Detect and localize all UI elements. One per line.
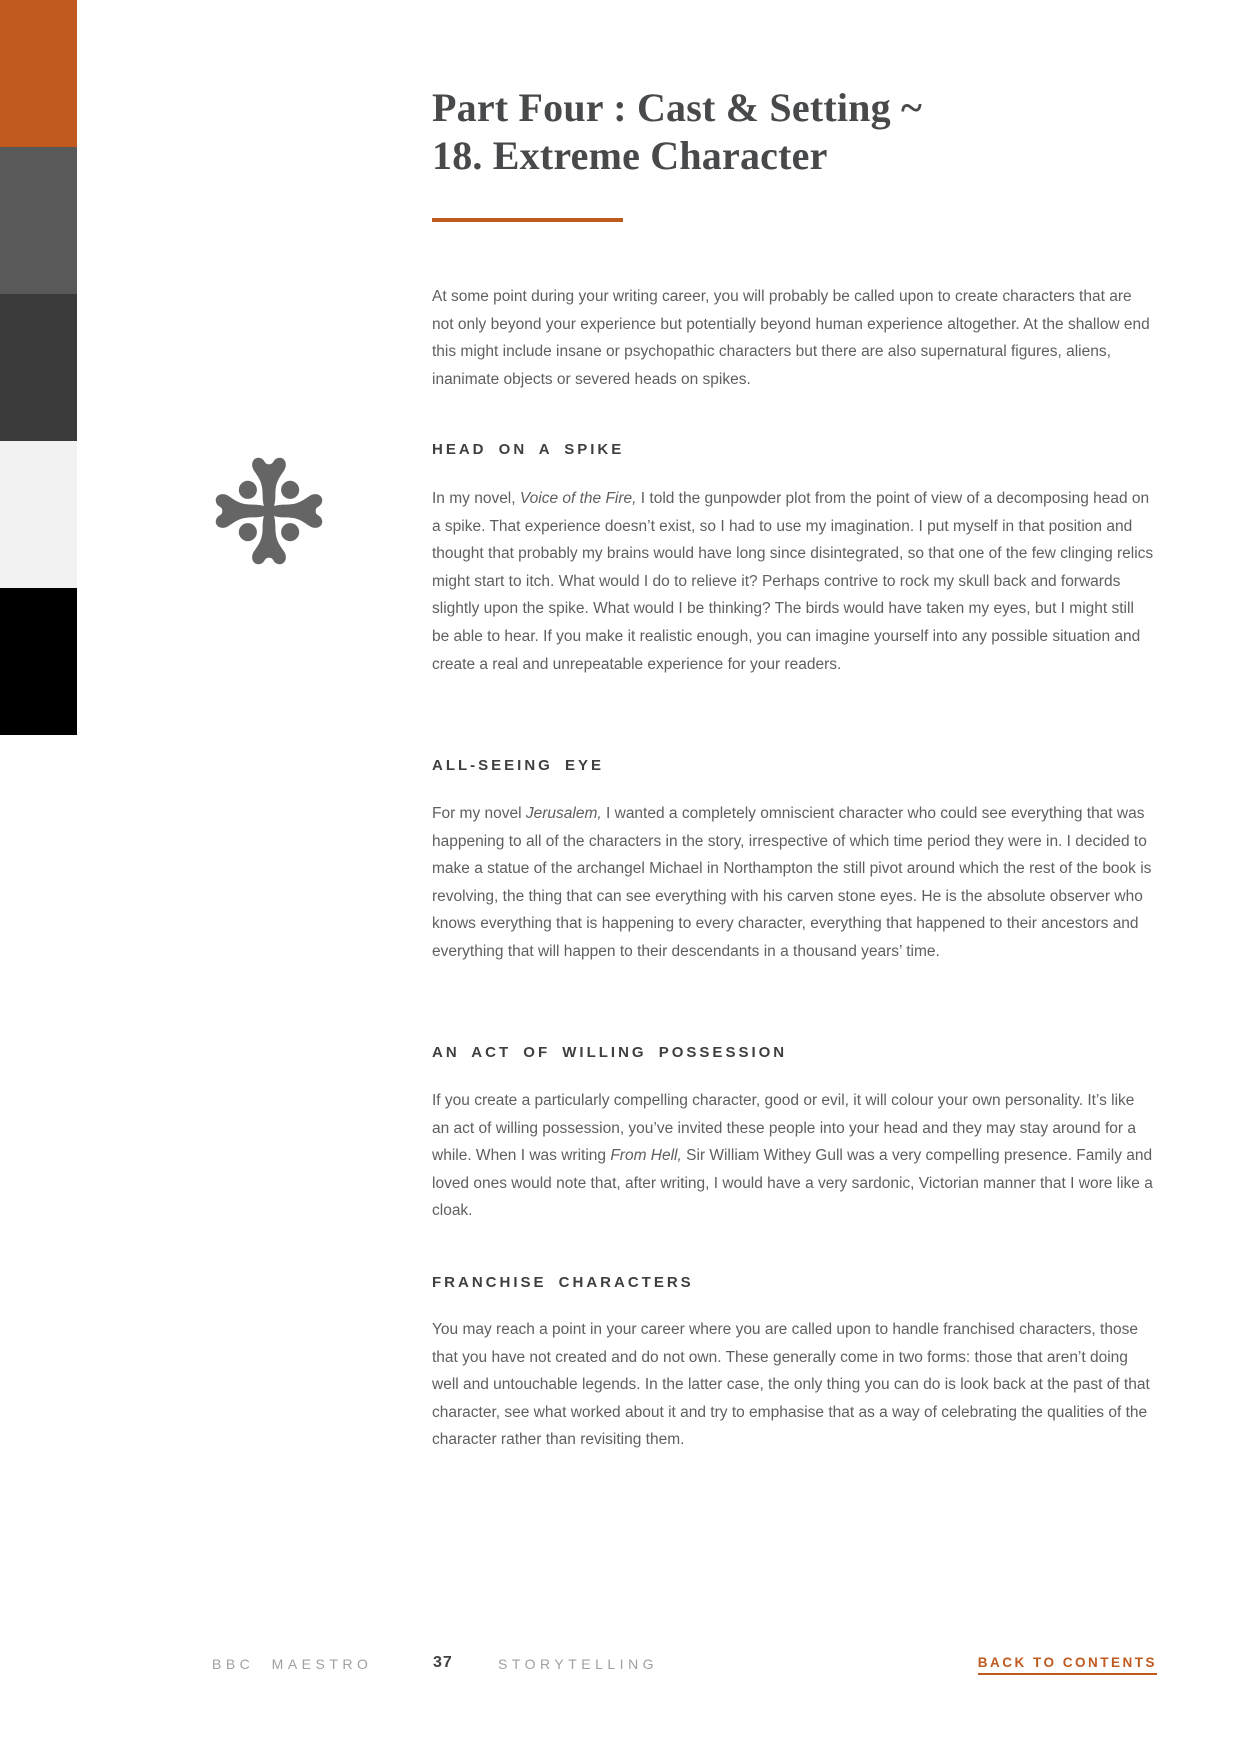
section-heading-franchise-characters: FRANCHISE CHARACTERS [432,1274,694,1291]
section-paragraph-head-on-a-spike: In my novel, Voice of the Fire, I told the gunpowder plot from the point of view of a decomposing head on a spike. That experience doesn’t exist, so I had to use my imagination. I put myself in that position and thought that probably my brains would have long since disintegrated, so that one of the few clinging relics might start to itch. What would I do to relieve it? Perhaps contrive to rock my skull back and forwards slightly upon the spike. What would I be thinking? The birds would have taken my eyes, but I might still be able to hear. If you make it realistic enough, you can imagine yourself into any possible situation and create a real and unrepeatable experience for your readers. [432,490,1154,673]
sidebar-block-gray [0,147,77,294]
sidebar-block-darkgray [0,294,77,441]
ornamental-cross-icon [210,452,328,570]
section-heading-head-on-a-spike: HEAD ON A SPIKE [432,441,625,458]
title-accent-rule [432,218,623,222]
section-heading-an-act-of-willing-possession: AN ACT OF WILLING POSSESSION [432,1044,788,1061]
page-title [432,84,1157,180]
content-column [432,0,1157,1753]
section-heading-all-seeing-eye: ALL-SEEING EYE [432,757,605,774]
section-paragraph-intro: At some point during your writing career, you will probably be called upon to create characters that are not only beyond your experience but potentially beyond human experience altogether. At the shallow end this might include insane or psychopathic characters but there are also supernatural figures, aliens, inanimate objects or severed heads on spikes. [432,288,1150,388]
sidebar-block-lightgray [0,441,77,588]
page-title-line2: 18. Extreme Character [432,132,828,178]
back-to-contents-link[interactable]: BACK TO CONTENTS [978,1655,1157,1675]
footer-course-name: STORYTELLING [498,1656,659,1672]
page-title-line1: Part Four : Cast & Setting ~ [432,84,923,130]
sidebar-color-strip [0,0,77,735]
section-paragraph-an-act-of-willing-possession: If you create a particularly compelling character, good or evil, it will colour your own personality. It’s like an act of willing possession, you’ve invited these people into your head and they may stay around for a while. When I was writing From Hell, Sir William Withey Gull was a very compelling presence. Family and loved ones would note that, after writing, I would have a very sardonic, Victorian manner that I wore like a cloak. [432,1092,1153,1220]
sidebar-block-black [0,588,77,735]
page-footer [0,1652,1240,1692]
footer-brand: BBC MAESTRO [212,1656,373,1672]
footer-page-number: 37 [433,1654,453,1671]
sidebar-block-orange [0,0,77,147]
section-paragraph-franchise-characters: You may reach a point in your career where you are called upon to handle franchised characters, those that you have not created and do not own. These generally come in two forms: those that aren’t doing well and untouchable legends. In the latter case, the only thing you can do is look back at the past of that character, see what worked about it and try to emphasise that as a way of celebrating the qualities of the character rather than revisiting them. [432,1321,1150,1449]
section-paragraph-all-seeing-eye: For my novel Jerusalem, I wanted a completely omniscient character who could see everything that was happening to all of the characters in the story, irrespective of which time period they were in. I decided to make a statue of the archangel Michael in Northampton the still pivot around which the rest of the book is revolving, the thing that can see everything with his carven stone eyes. He is the absolute observer who knows everything that is happening to every character, everything that happened to their ancestors and everything that will happen to their descendants in a thousand years’ time. [432,805,1152,960]
